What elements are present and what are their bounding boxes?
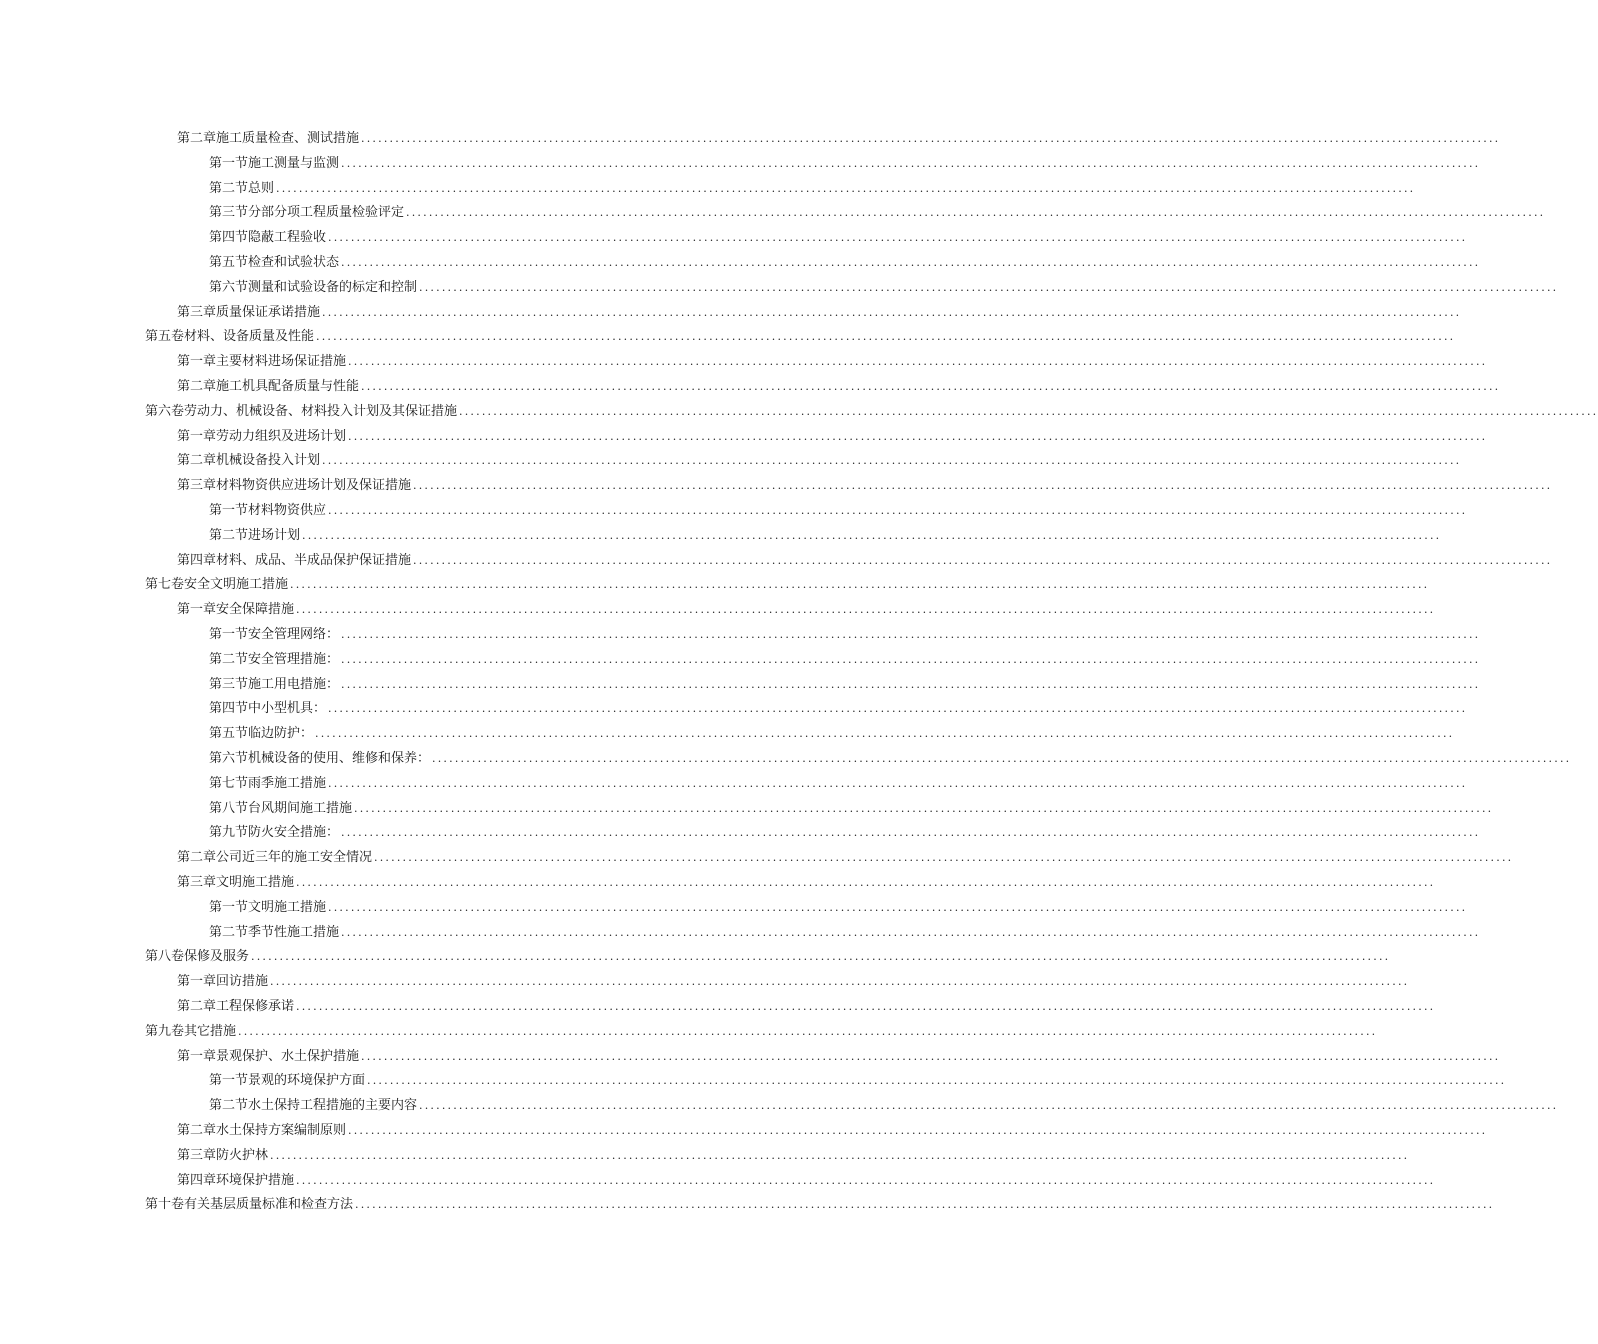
toc-entry[interactable] <box>177 970 1410 990</box>
toc-entry-title: 进场计划 <box>248 527 301 543</box>
toc-entry[interactable] <box>209 673 1481 693</box>
toc-entry-title: 有关基层质量标准和检查方法 <box>184 1197 354 1213</box>
toc-entry[interactable] <box>209 499 1468 519</box>
toc-entry-title: 机械设备投入计划 <box>216 453 321 469</box>
toc-entry-title: 回访措施 <box>216 974 269 990</box>
toc-entry[interactable] <box>177 350 1488 370</box>
toc-entry-title: 材料、设备质量及性能 <box>184 329 315 345</box>
toc-entry-title: 机械设备的使用、维修和保养： <box>248 751 431 766</box>
toc-entry[interactable] <box>209 722 1455 742</box>
toc-entry-title: 劳动力组织及进场计划 <box>216 428 347 444</box>
toc-entry-title: 安全管理网络： <box>248 627 340 642</box>
dot-leader: ........................................................................................................................................................................................................ <box>354 801 1494 815</box>
toc-entry-title: 总则 <box>248 180 275 196</box>
toc-entry-number: 第二章 <box>177 999 217 1014</box>
toc-entry-title: 安全文明施工措施 <box>184 577 289 593</box>
dot-leader: ........................................................................................................................................................................................................ <box>341 156 1481 170</box>
toc-entry-number: 第一章 <box>177 428 217 444</box>
toc-entry-title: 文明施工措施 <box>248 899 327 915</box>
toc-entry-number: 第一节 <box>209 155 249 171</box>
dot-leader: ........................................................................................................................................................................................................ <box>361 380 1501 393</box>
toc-entry[interactable] <box>209 648 1481 668</box>
toc-entry[interactable] <box>177 301 1462 321</box>
dot-leader: ........................................................................................................................................................................................................ <box>341 256 1481 269</box>
toc-entry-number: 第七卷 <box>145 577 185 593</box>
dot-leader: ........................................................................................................................................................................................................ <box>290 578 1430 592</box>
toc-entry-title: 景观的环境保护方面 <box>248 1073 366 1089</box>
dot-leader: ........................................................................................................................................................................................................ <box>341 826 1481 840</box>
dot-leader: ........................................................................................................................................................................................................ <box>419 1099 1559 1113</box>
toc-entry-title: 施工机具配备质量与性能 <box>216 379 360 394</box>
toc-entry-number: 第一节 <box>209 627 249 642</box>
toc-entry-title: 中小型机具： <box>248 701 327 717</box>
dot-leader: ........................................................................................................................................................................................................ <box>367 1074 1507 1088</box>
dot-leader: ........................................................................................................................................................................................................ <box>374 851 1514 865</box>
toc-entry-title: 劳动力、机械设备、材料投入计划及其保证措施 <box>184 403 458 419</box>
toc-entry[interactable] <box>177 1144 1410 1164</box>
toc-entry[interactable] <box>209 524 1442 544</box>
toc-entry-title: 水土保持工程措施的主要内容 <box>248 1098 418 1114</box>
dot-leader: ........................................................................................................................................................................................................ <box>322 454 1462 468</box>
toc-entry[interactable] <box>177 449 1462 469</box>
toc-entry[interactable] <box>177 549 1553 569</box>
dot-leader: ........................................................................................................................................................................................................ <box>270 975 1410 989</box>
dot-leader: ........................................................................................................................................................................................................ <box>238 1024 1378 1038</box>
toc-entry-title: 文明施工措施 <box>216 875 295 890</box>
dot-leader: ........................................................................................................................................................................................................ <box>328 776 1468 790</box>
toc-entry[interactable] <box>145 325 1456 345</box>
dot-leader: ........................................................................................................................................................................................................ <box>348 429 1488 443</box>
toc-entry-title: 施工测量与监测 <box>248 155 340 171</box>
dot-leader: ........................................................................................................................................................................................................ <box>302 528 1442 542</box>
toc-entry-number: 第二节 <box>209 527 249 543</box>
toc-entry-number: 第二章 <box>177 453 217 469</box>
toc-entry-number: 第七节 <box>209 775 249 791</box>
toc-entry-number: 第二节 <box>209 651 249 667</box>
toc-entry-title: 材料物资供应进场计划及保证措施 <box>216 478 412 494</box>
toc-entry[interactable] <box>177 1045 1501 1065</box>
toc-entry-number: 第三章 <box>177 304 217 320</box>
toc-entry[interactable] <box>209 251 1481 271</box>
dot-leader: ........................................................................................................................................................................................................ <box>251 950 1391 964</box>
toc-entry-number: 第八卷 <box>145 949 185 965</box>
toc-entry-number: 第二章 <box>177 850 217 866</box>
toc-entry-title: 隐蔽工程验收 <box>248 230 327 246</box>
dot-leader: ........................................................................................................................................................................................................ <box>296 1173 1436 1187</box>
toc-entry[interactable] <box>177 846 1514 866</box>
toc-entry-title: 施工质量检查、测试措施 <box>216 131 360 146</box>
toc-entry-number: 第一节 <box>209 1073 249 1089</box>
dot-leader: ........................................................................................................................................................................................................ <box>419 280 1559 294</box>
toc-entry-number: 第六节 <box>209 279 249 295</box>
toc-entry[interactable] <box>145 573 1430 593</box>
toc-entry-number: 第三节 <box>209 676 249 692</box>
toc-entry[interactable] <box>209 821 1481 841</box>
toc-entry[interactable] <box>177 598 1436 618</box>
toc-entry-number: 第八节 <box>209 800 249 816</box>
toc-entry-number: 第九节 <box>209 825 249 841</box>
dot-leader: ........................................................................................................................................................................................................ <box>413 479 1553 493</box>
toc-entry-number: 第三章 <box>177 1147 217 1163</box>
toc-entry-number: 第三章 <box>177 478 217 494</box>
dot-leader: ........................................................................................................................................................................................................ <box>328 900 1468 914</box>
toc-entry[interactable] <box>209 1094 1559 1114</box>
dot-leader: ........................................................................................................................................................................................................ <box>296 1000 1436 1013</box>
dot-leader: ........................................................................................................................................................................................................ <box>341 677 1481 691</box>
toc-entry[interactable] <box>209 1069 1507 1089</box>
dot-leader: ........................................................................................................................................................................................................ <box>322 305 1462 319</box>
toc-entry-title: 保修及服务 <box>184 949 250 965</box>
toc-entry-number: 第三章 <box>177 875 217 890</box>
toc-entry-number: 第五卷 <box>145 329 185 345</box>
toc-entry[interactable] <box>177 474 1553 494</box>
toc-entry-number: 第六卷 <box>145 403 185 419</box>
toc-entry[interactable] <box>177 995 1436 1015</box>
dot-leader: ........................................................................................................................................................................................................ <box>406 206 1546 220</box>
toc-entry-number: 第一节 <box>209 503 249 518</box>
dot-leader: ........................................................................................................................................................................................................ <box>459 404 1598 418</box>
toc-entry-number: 第二章 <box>177 379 217 394</box>
toc-entry-title: 其它措施 <box>184 1023 237 1039</box>
dot-leader: ........................................................................................................................................................................................................ <box>296 603 1436 617</box>
toc-entry-number: 第一章 <box>177 974 217 990</box>
toc-entry-title: 材料物资供应 <box>248 503 327 518</box>
toc-entry-title: 公司近三年的施工安全情况 <box>216 850 373 866</box>
toc-entry-title: 材料、成品、半成品保护保证措施 <box>216 552 412 568</box>
toc-entry[interactable] <box>177 1119 1488 1139</box>
toc-entry-number: 第二节 <box>209 180 249 196</box>
toc-entry[interactable] <box>177 425 1488 445</box>
toc-entry-title: 环境保护措施 <box>216 1172 295 1188</box>
toc-entry[interactable] <box>209 152 1481 172</box>
toc-entry-number: 第二节 <box>209 924 249 940</box>
toc-entry[interactable] <box>209 276 1559 296</box>
toc-entry-number: 第六节 <box>209 751 249 766</box>
toc-entry-number: 第一节 <box>209 899 249 915</box>
toc-entry-number: 第十卷 <box>145 1197 185 1213</box>
toc-entry[interactable] <box>209 921 1481 941</box>
dot-leader: ........................................................................................................................................................................................................ <box>270 1148 1410 1162</box>
toc-entry-title: 安全保障措施 <box>216 602 295 618</box>
dot-leader: ........................................................................................................................................................................................................ <box>341 652 1481 666</box>
dot-leader: ........................................................................................................................................................................................................ <box>432 752 1572 765</box>
toc-entry[interactable] <box>177 871 1436 891</box>
toc-entry-number: 第二章 <box>177 1123 217 1138</box>
dot-leader: ........................................................................................................................................................................................................ <box>341 628 1481 641</box>
toc-entry-title: 测量和试验设备的标定和控制 <box>248 279 418 295</box>
toc-entry-number: 第一章 <box>177 354 217 370</box>
toc-entry-number: 第一章 <box>177 602 217 618</box>
toc-entry-title: 工程保修承诺 <box>216 999 295 1014</box>
toc-entry-title: 检查和试验状态 <box>248 255 340 270</box>
toc-entry[interactable] <box>177 1169 1436 1189</box>
toc-entry-number: 第五节 <box>209 726 249 742</box>
toc-entry-title: 季节性施工措施 <box>248 924 340 940</box>
toc-entry[interactable] <box>209 697 1468 717</box>
toc-entry-title: 水土保持方案编制原则 <box>216 1123 347 1138</box>
toc-entry[interactable] <box>145 1020 1378 1040</box>
toc-entry-number: 第四章 <box>177 552 217 568</box>
toc-entry-number: 第四节 <box>209 230 249 246</box>
toc-entry[interactable] <box>145 400 1598 420</box>
toc-entry[interactable] <box>177 375 1501 395</box>
toc-entry-number: 第三节 <box>209 205 249 221</box>
dot-leader: ........................................................................................................................................................................................................ <box>328 231 1468 245</box>
toc-entry[interactable] <box>209 772 1468 792</box>
dot-leader: ........................................................................................................................................................................................................ <box>361 1049 1501 1063</box>
toc-entry-title: 景观保护、水土保护措施 <box>216 1048 360 1064</box>
toc-entry-number: 第二章 <box>177 131 217 146</box>
dot-leader: ........................................................................................................................................................................................................ <box>316 330 1456 344</box>
dot-leader: ........................................................................................................................................................................................................ <box>296 876 1436 889</box>
dot-leader: ........................................................................................................................................................................................................ <box>328 702 1468 716</box>
toc-entry-title: 台风期间施工措施 <box>248 800 353 816</box>
toc-entry-title: 分部分项工程质量检验评定 <box>248 205 405 221</box>
toc-entry-title: 质量保证承诺措施 <box>216 304 321 320</box>
toc-entry-number: 第四节 <box>209 701 249 717</box>
toc-entry-title: 防火护林 <box>216 1147 269 1163</box>
toc-entry-title: 防火安全措施： <box>248 825 340 841</box>
toc-entry-title: 雨季施工措施 <box>248 775 327 791</box>
dot-leader: ........................................................................................................................................................................................................ <box>348 355 1488 369</box>
toc-entry-title: 临边防护： <box>248 726 314 742</box>
dot-leader: ........................................................................................................................................................................................................ <box>276 181 1416 195</box>
toc-entry[interactable] <box>177 127 1501 147</box>
dot-leader: ........................................................................................................................................................................................................ <box>413 553 1553 567</box>
toc-entry-title: 主要材料进场保证措施 <box>216 354 347 370</box>
toc-entry[interactable] <box>209 201 1546 221</box>
toc-entry-number: 第四章 <box>177 1172 217 1188</box>
toc-entry[interactable] <box>209 747 1572 767</box>
dot-leader: ........................................................................................................................................................................................................ <box>348 1124 1488 1137</box>
dot-leader: ........................................................................................................................................................................................................ <box>341 925 1481 939</box>
toc-entry[interactable] <box>209 177 1416 197</box>
toc-entry-title: 安全管理措施： <box>248 651 340 667</box>
toc-entry-number: 第九卷 <box>145 1023 185 1039</box>
dot-leader: ........................................................................................................................................................................................................ <box>328 504 1468 517</box>
toc-entry[interactable] <box>209 623 1481 643</box>
toc-entry-number: 第二节 <box>209 1098 249 1114</box>
toc-entry-title: 施工用电措施： <box>248 676 340 692</box>
toc-entry[interactable] <box>209 896 1468 916</box>
toc-entry[interactable] <box>145 1193 1495 1213</box>
toc-entry-number: 第一章 <box>177 1048 217 1064</box>
toc-entry-number: 第五节 <box>209 255 249 270</box>
toc-entry[interactable] <box>145 945 1391 965</box>
dot-leader: ........................................................................................................................................................................................................ <box>355 1198 1495 1212</box>
dot-leader: ........................................................................................................................................................................................................ <box>315 727 1455 741</box>
toc-entry[interactable] <box>209 797 1494 817</box>
dot-leader: ........................................................................................................................................................................................................ <box>361 132 1501 145</box>
toc-entry[interactable] <box>209 226 1468 246</box>
